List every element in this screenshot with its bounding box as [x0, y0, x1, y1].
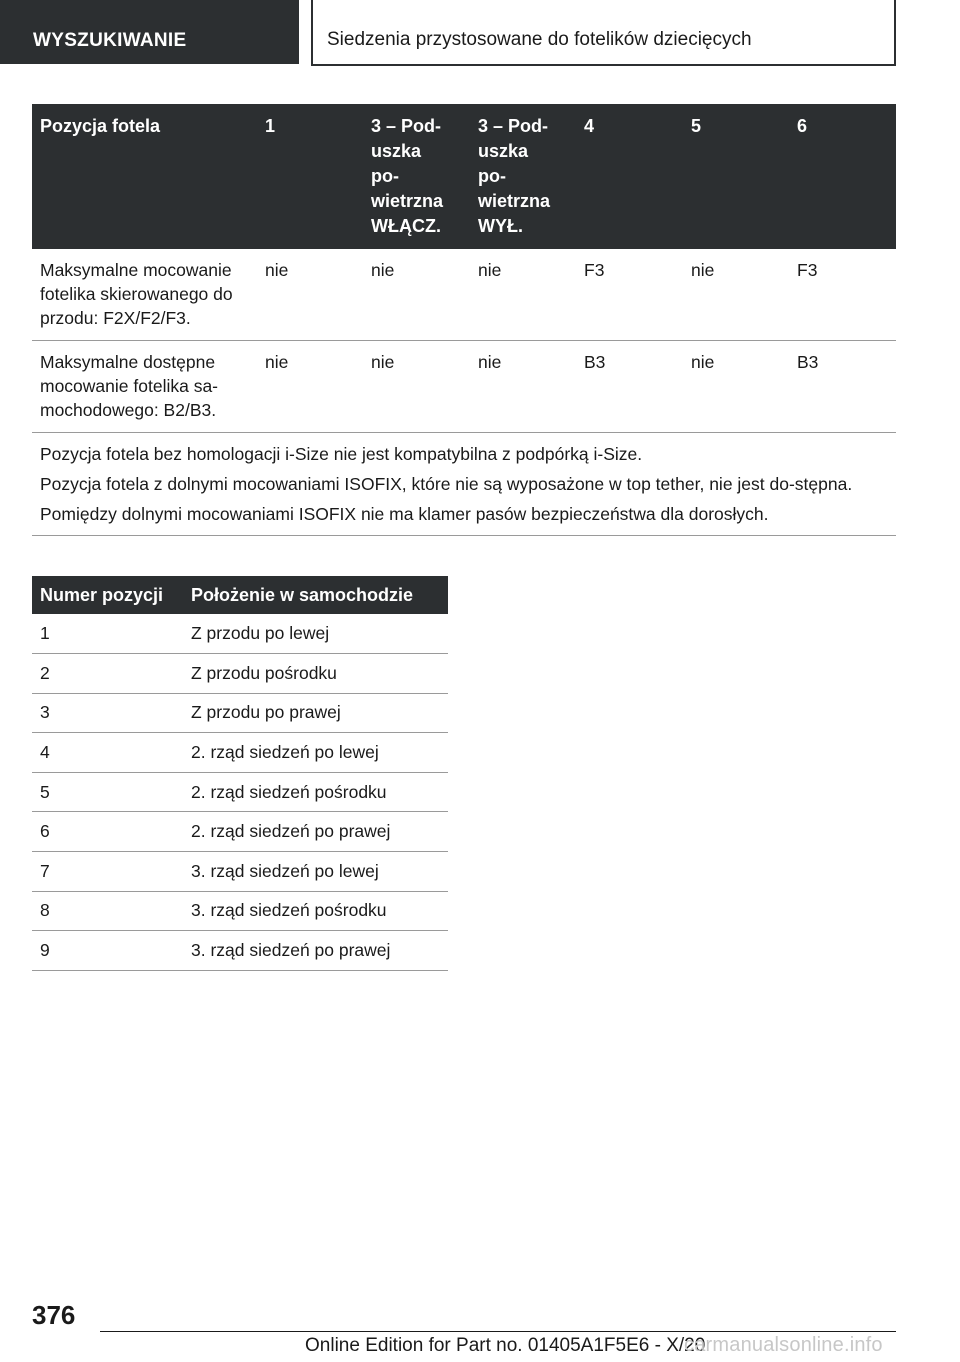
table-cell: nie [683, 249, 789, 341]
table-cell: 4 [32, 733, 183, 773]
table-row [32, 931, 448, 971]
table-notes [32, 433, 896, 536]
note-text: Pozycja fotela bez homologacji i-Size nie jest kompatybilna z podpórką i-Size. [40, 444, 643, 464]
table-header-row [32, 104, 896, 249]
table-header-row [32, 576, 448, 614]
header-cell: 6 [789, 104, 896, 249]
table-row [32, 733, 448, 773]
table-cell: 9 [32, 931, 183, 971]
table-cell: 5 [32, 772, 183, 812]
table-cell: 3. rząd siedzeń po lewej [183, 852, 448, 892]
table-cell: nie [470, 249, 576, 341]
header-cell: Numer pozycji [32, 576, 183, 614]
table-cell: nie [363, 249, 470, 341]
table-row [32, 891, 448, 931]
table-row [32, 614, 448, 654]
header-cell: Położenie w samochodzie [183, 576, 448, 614]
chapter-title-box [311, 0, 896, 66]
table-cell: 3. rząd siedzeń po prawej [183, 931, 448, 971]
table-cell: nie [257, 341, 363, 433]
search-tab-label: WYSZUKIWANIE [33, 30, 187, 51]
table-cell: 2. rząd siedzeń po prawej [183, 812, 448, 852]
table-cell: B3 [576, 341, 683, 433]
header-cell: Pozycja fotela [32, 104, 257, 249]
table-cell: Z przodu po prawej [183, 693, 448, 733]
seat-position-table [32, 576, 448, 971]
page-header [0, 0, 960, 66]
seat-compatibility-table [32, 104, 896, 536]
search-tab[interactable] [0, 0, 299, 64]
table-cell: B3 [789, 341, 896, 433]
table-row [32, 654, 448, 694]
table-notes-row [32, 433, 896, 536]
chapter-title: Siedzenia przystosowane do fotelików dziecięcych [327, 29, 752, 50]
table-row [32, 812, 448, 852]
table-cell: nie [363, 341, 470, 433]
table-cell: Z przodu pośrodku [183, 654, 448, 694]
table-cell: 7 [32, 852, 183, 892]
header-cell: 5 [683, 104, 789, 249]
table-cell: nie [683, 341, 789, 433]
page-number: 376 [32, 1300, 76, 1330]
footer-divider [100, 1331, 896, 1332]
table-cell: Maksymalne dostępne mocowanie fotelika sa-mochodowego: B2/B3. [32, 341, 257, 433]
table-row [32, 852, 448, 892]
table-cell: F3 [789, 249, 896, 341]
header-cell: 3 – Pod- uszka po- wietrzna WYŁ. [470, 104, 576, 249]
table-cell: Maksymalne mocowanie fotelika skierowanego do przodu: F2X/F2/F3. [32, 249, 257, 341]
footer-edition-text: Online Edition for Part no. 01405A1F5E6 - X/20 [305, 1335, 706, 1356]
table-cell: 2. rząd siedzeń po lewej [183, 733, 448, 773]
header-cell: 3 – Pod- uszka po- wietrzna WŁĄCZ. [363, 104, 470, 249]
note-text: Pozycja fotela z dolnymi mocowaniami ISOFIX, które nie są wyposażone w top tether, nie jest do-stępna. [40, 474, 853, 494]
table-cell: 2. rząd siedzeń pośrodku [183, 772, 448, 812]
table-row [32, 249, 896, 341]
table-cell: 2 [32, 654, 183, 694]
table-cell: Z przodu po lewej [183, 614, 448, 654]
table-cell: 6 [32, 812, 183, 852]
header-cell: 4 [576, 104, 683, 249]
table-cell: nie [257, 249, 363, 341]
table-row [32, 693, 448, 733]
table-cell: 3. rząd siedzeń pośrodku [183, 891, 448, 931]
table-row [32, 772, 448, 812]
watermark: carmanualsonline.info [684, 1334, 883, 1356]
header-cell: 1 [257, 104, 363, 249]
table-cell: 3 [32, 693, 183, 733]
table-cell: 8 [32, 891, 183, 931]
note-text: Pomiędzy dolnymi mocowaniami ISOFIX nie ma klamer pasów bezpieczeństwa dla dorosłych. [40, 504, 769, 524]
table-cell: F3 [576, 249, 683, 341]
table-row [32, 341, 896, 433]
table-cell: 1 [32, 614, 183, 654]
table-cell: nie [470, 341, 576, 433]
